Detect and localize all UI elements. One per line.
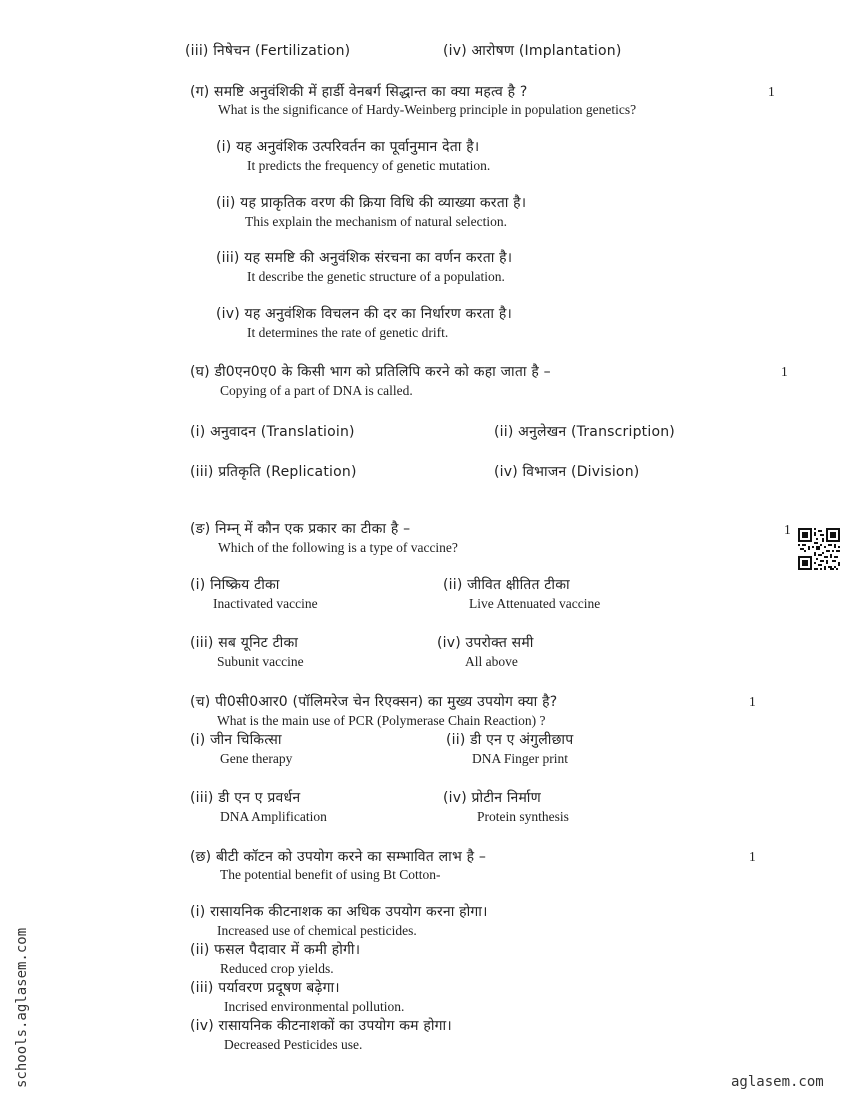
option-3-hindi: (iii) सब यूनिट टीका: [190, 635, 299, 651]
question-ga-english: What is the significance of Hardy-Weinberg principle in population genetics?: [218, 102, 637, 117]
question-cha-english: What is the main use of PCR (Polymerase Chain Reaction) ?: [217, 713, 546, 728]
option-english: It describe the genetic structure of a population.: [247, 269, 505, 284]
option-1-hindi: (i) निष्क्रिय टीका: [190, 577, 280, 593]
option-3-hindi: (iii) डी एन ए प्रवर्धन: [190, 790, 301, 806]
option-3-english: Subunit vaccine: [217, 654, 304, 669]
option-4: (iv) विभाजन (Division): [494, 464, 640, 480]
option-2-english: Live Attenuated vaccine: [469, 596, 601, 611]
option-hindi: (ii) फसल पैदावार में कमी होगी।: [190, 942, 361, 958]
option-hindi: (iv) यह अनुवंशिक विचलन की दर का निर्धारण करता है।: [216, 306, 513, 322]
question-nga-marks: 1: [784, 522, 791, 537]
question-nga-hindi: (ङ) निम्न् में कौन एक प्रकार का टीका है –: [190, 521, 411, 537]
option-english: Reduced crop yields.: [220, 961, 334, 976]
question-gha-hindi: (घ) डी0एन0ए0 के किसी भाग को प्रतिलिपि करने को कहा जाता है –: [190, 364, 551, 380]
question-chha-marks: 1: [749, 849, 756, 864]
option-english: It determines the rate of genetic drift.: [247, 325, 449, 340]
option-hindi: (iii) यह समष्टि की अनुवंशिक संरचना का वर्णन करता है।: [216, 250, 513, 266]
option-3-english: DNA Amplification: [220, 809, 327, 824]
prev-option-3: (iii) निषेचन (Fertilization): [185, 43, 351, 59]
option-english: Incrised environmental pollution.: [224, 999, 405, 1014]
option-2-hindi: (ii) जीवित क्षीतित टीका: [443, 577, 570, 593]
question-gha-english: Copying of a part of DNA is called.: [220, 383, 413, 398]
option-2: (ii) अनुलेखन (Transcription): [494, 424, 675, 440]
option-4-hindi: (iv) उपरोक्त समी: [437, 635, 534, 651]
question-ga-marks: 1: [768, 84, 775, 99]
question-cha-hindi: (च) पी0सी0आर0 (पॉलिमरेज चेन रिएक्सन) का मुख्य उपयोग क्या है?: [190, 694, 558, 710]
option-english: This explain the mechanism of natural selection.: [245, 214, 508, 229]
option-4-hindi: (iv) प्रोटीन निर्माण: [443, 790, 541, 806]
question-nga-english: Which of the following is a type of vaccine?: [218, 540, 458, 555]
option-2-english: DNA Finger print: [472, 751, 568, 766]
option-1-english: Inactivated vaccine: [213, 596, 318, 611]
option-hindi: (ii) यह प्राकृतिक वरण की क्रिया विधि की व्याख्या करता है।: [216, 195, 527, 211]
footer-watermark: aglasem.com: [731, 1074, 824, 1090]
option-hindi: (i) रासायनिक कीटनाशक का अधिक उपयोग करना होगा।: [190, 904, 488, 920]
option-3: (iii) प्रतिकृति (Replication): [190, 464, 357, 480]
qr-code-icon[interactable]: [798, 528, 840, 570]
prev-option-4: (iv) आरोषण (Implantation): [443, 43, 622, 59]
option-4-english: Protein synthesis: [477, 809, 569, 824]
option-1-hindi: (i) जीन चिकित्सा: [190, 732, 282, 748]
question-cha-marks: 1: [749, 694, 756, 709]
question-ga-hindi: (ग) समष्टि अनुवंशिकी में हार्डी वेनबर्ग सिद्धान्त का क्या महत्व है ?: [190, 84, 528, 100]
option-english: It predicts the frequency of genetic mutation.: [247, 158, 491, 173]
option-english: Increased use of chemical pesticides.: [217, 923, 417, 938]
option-hindi: (iii) पर्यावरण प्रदूषण बढ़ेगा।: [190, 980, 340, 996]
option-english: Decreased Pesticides use.: [224, 1037, 363, 1052]
option-hindi: (iv) रासायनिक कीटनाशकों का उपयोग कम होगा।: [190, 1018, 452, 1034]
side-watermark: schools.aglasem.com: [14, 927, 30, 1088]
question-chha-hindi: (छ) बीटी कॉटन को उपयोग करने का सम्भावित लाभ है –: [190, 849, 487, 865]
option-4-english: All above: [465, 654, 518, 669]
question-chha-english: The potential benefit of using Bt Cotton-: [220, 867, 441, 882]
option-hindi: (i) यह अनुवंशिक उत्परिवर्तन का पूर्वानुमान देता है।: [216, 139, 480, 155]
option-1: (i) अनुवादन (Translatioin): [190, 424, 355, 440]
question-gha-marks: 1: [781, 364, 788, 379]
option-1-english: Gene therapy: [220, 751, 293, 766]
option-2-hindi: (ii) डी एन ए अंगुलीछाप: [446, 732, 574, 748]
